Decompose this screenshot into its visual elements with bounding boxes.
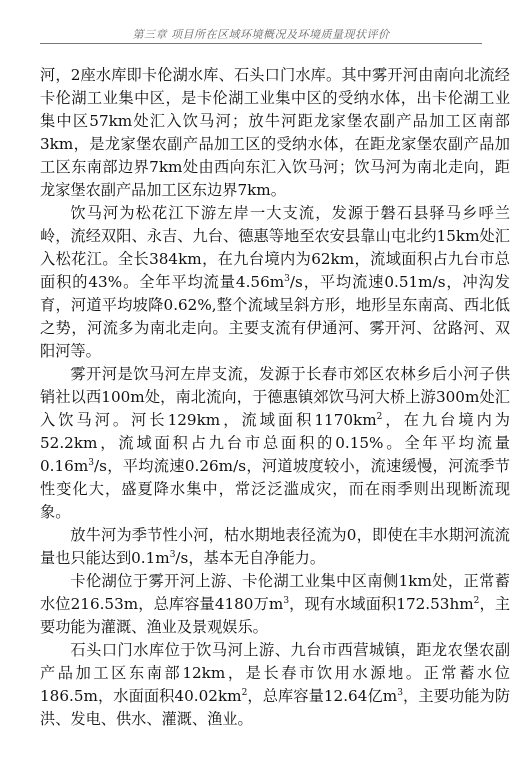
text-run: 河，2座水库即卡伦湖水库、石头口门水库。其中雾开河由南向北流经卡伦湖工业集中区，是卡伦湖工业集中区的受纳水体，出卡伦湖工业集中区57km处汇入饮马河；放牛河距龙家堡农副产品加工区南部3km，是龙家堡农副产品加工区的受纳水体，在距龙家堡农副产品加工区东南部边界7km处由西向东汇入饮马河；饮马河为南北走向，距龙家堡农副产品加工区东边界7km。 bbox=[40, 66, 510, 199]
text-run: ，现有水域面积172.53hm bbox=[289, 595, 474, 613]
paragraph-1 bbox=[40, 64, 510, 202]
text-run: ，主要功能为防洪、发电、供水、灌溉、渔业。 bbox=[40, 687, 510, 728]
superscript: 3 bbox=[88, 457, 94, 468]
superscript: 3 bbox=[283, 595, 290, 606]
superscript: 2 bbox=[473, 595, 480, 606]
text-run: ，总库容量12.64亿m bbox=[247, 687, 398, 705]
paragraph-4 bbox=[40, 524, 510, 570]
text-run: ，主要功能为灌溉、渔业及景观娱乐。 bbox=[40, 595, 511, 636]
paragraph-2 bbox=[40, 202, 510, 363]
text-run: 饮马河为松花江下游左岸一大支流，发源于磐石县驿马乡呼兰岭，流经双阳、永吉、九台、德惠等地至农安县靠山屯北约15km处汇入松花江。全长384km，在九台境内为62km，流域面积占九台市总面积的43%。全年平均流量4.56m bbox=[40, 204, 510, 291]
paragraph-3 bbox=[40, 363, 510, 524]
text-run: 放牛河为季节性小河，枯水期地表径流为0，即使在丰水期河流流量也只能达到0.1m bbox=[40, 526, 510, 567]
paragraph-5 bbox=[40, 570, 510, 639]
superscript: 3 bbox=[169, 549, 176, 560]
paragraph-6 bbox=[40, 639, 510, 731]
text-run: /s，平均流速0.26m/s，河道坡度较小，流速缓慢，河流季节性变化大，盛夏降水集中，常泛泛滥成灾，而在雨季则出现断流现象。 bbox=[40, 457, 510, 521]
superscript: 2 bbox=[241, 687, 248, 698]
page-header bbox=[0, 0, 522, 44]
text-run: /s，基本无自净能力。 bbox=[175, 549, 326, 567]
document-body bbox=[40, 64, 510, 731]
text-run: 雾开河是饮马河左岸支流，发源于长春市郊区农林乡后小河子供销社以西100m处，南北流向，于德惠镇郊饮马河大桥上游300m处汇入饮马河。河长129km，流域面积1170km bbox=[40, 365, 510, 429]
text-run: 卡伦湖位于雾开河上游、卡伦湖工业集中区南侧1km处，正常蓄水位216.53m，总库容量4180万m bbox=[40, 572, 510, 613]
text-run: 石头口门水库位于饮马河上游、九台市西营城镇，距龙农堡农副产品加工区东南部12km，是长春市饮用水源地。正常蓄水位186.5m，水面面积40.02km bbox=[40, 641, 510, 705]
superscript: 3 bbox=[284, 273, 290, 284]
header-rule bbox=[40, 43, 482, 44]
superscript: 2 bbox=[376, 411, 383, 422]
superscript: 3 bbox=[397, 687, 403, 698]
text-run: /s，平均流速0.51m/s，冲沟发育，河道平均坡降0.62%,整个流域呈斜方形，地形呈东南高、西北低之势，河流多为南北走向。主要支流有伊通河、雾开河、岔路河、双阳河等。 bbox=[40, 273, 510, 360]
text-run: ，在九台境内为52.2km，流域面积占九台市总面积的0.15%。全年平均流量0.16m bbox=[40, 411, 510, 475]
chapter-header-title: 第三章 项目所在区域环境概况及环境质量现状评价 bbox=[132, 28, 390, 41]
